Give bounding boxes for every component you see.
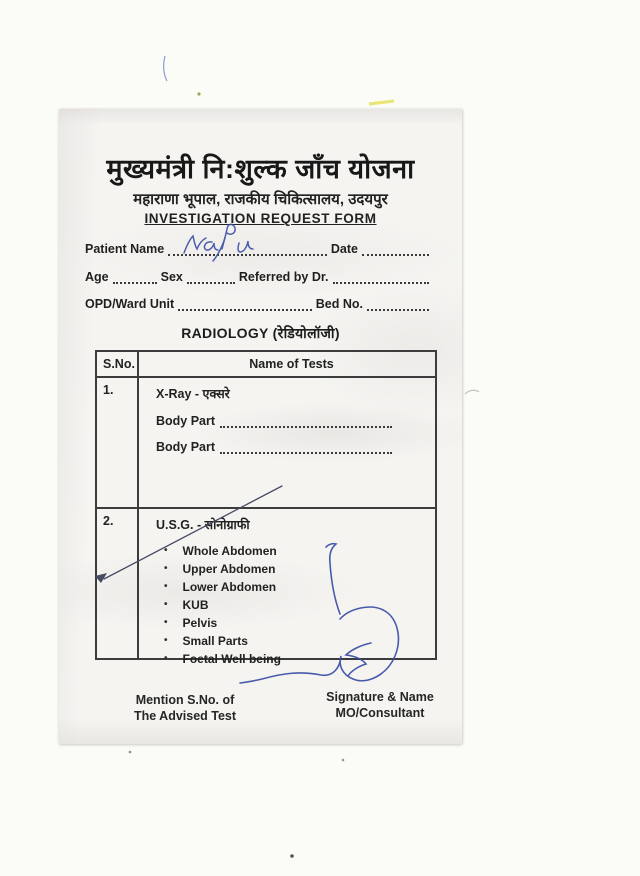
- date-label: Date: [330, 242, 358, 256]
- age-sex-row: [85, 270, 433, 284]
- usg-option-upper-abdomen: [164, 563, 427, 576]
- age-blank-line: [113, 270, 157, 284]
- tests-header-cell: Name of Tests: [249, 357, 334, 371]
- usg-option-label: Lower Abdomen: [182, 580, 277, 594]
- bullet-icon: •: [164, 581, 168, 592]
- body-part-label-1: Body Part: [156, 414, 216, 428]
- advised-test-note: [115, 692, 255, 724]
- usg-test-name: U.S.G. - सोनोग्राफी: [156, 518, 250, 532]
- table-row-usg: [97, 509, 435, 666]
- body-part-blank-line-2: [220, 440, 392, 454]
- opd-ward-blank-line: [178, 297, 312, 311]
- ink-speck: [197, 92, 200, 95]
- usg-option-label: Small Parts: [182, 634, 248, 648]
- body-part-row-2: [156, 440, 396, 454]
- bed-no-label: Bed No.: [315, 297, 363, 311]
- tests-table: [95, 350, 437, 666]
- signature-note-line2: MO/Consultant: [335, 706, 425, 720]
- usg-tests-cell: [139, 509, 435, 666]
- xray-test-name: X-Ray - एक्सरे: [156, 387, 230, 401]
- hospital-subtitle: महाराणा भूपाल, राजकीय चिकित्सालय, उदयपुर: [133, 191, 388, 208]
- opd-ward-label: OPD/Ward Unit: [85, 297, 175, 311]
- sex-blank-line: [187, 270, 235, 284]
- usg-option-foetal-well-being: [164, 653, 427, 666]
- yellow-edge-streak: [369, 101, 394, 104]
- body-part-label-2: Body Part: [156, 440, 216, 454]
- scheme-title: मुख्यमंत्री नि:शुल्क जाँच योजना: [106, 154, 415, 184]
- patient-name-blank-line: [168, 242, 327, 256]
- usg-option-pelvis: [164, 617, 427, 630]
- body-part-blank-line-1: [220, 414, 392, 428]
- patient-name-row: [85, 242, 433, 256]
- advised-test-note-line2: The Advised Test: [133, 709, 237, 723]
- ink-speck: [342, 759, 345, 762]
- xray-sno-cell: 1.: [97, 378, 139, 507]
- table-header-row: [97, 352, 435, 378]
- faint-gray-curl: [465, 390, 479, 394]
- signature-note: [300, 689, 460, 721]
- age-label: Age: [85, 270, 109, 284]
- usg-option-lower-abdomen: [164, 581, 427, 594]
- form-title: INVESTIGATION REQUEST FORM: [144, 211, 377, 226]
- usg-option-label: Foetal Well being: [182, 652, 281, 666]
- patient-name-label: Patient Name: [85, 242, 165, 256]
- usg-sno-cell: 2.: [97, 509, 139, 658]
- bed-no-blank-line: [367, 297, 429, 311]
- usg-option-label: Upper Abdomen: [182, 562, 276, 576]
- usg-option-kub: [164, 599, 427, 612]
- ink-speck: [290, 854, 294, 858]
- section-heading: RADIOLOGY (रेडियोलॉजी): [181, 325, 340, 341]
- paper-form: [59, 109, 462, 744]
- sno-header-cell: S.No.: [97, 352, 139, 376]
- bullet-icon: •: [164, 635, 168, 646]
- body-part-row-1: [156, 414, 396, 428]
- usg-option-label: Pelvis: [182, 616, 218, 630]
- date-blank-line: [362, 242, 429, 256]
- table-row-xray: [97, 378, 435, 509]
- usg-option-label: Whole Abdomen: [182, 544, 277, 558]
- bullet-icon: •: [164, 599, 168, 610]
- bullet-icon: •: [164, 617, 168, 628]
- referred-by-label: Referred by Dr.: [238, 270, 329, 284]
- signature-note-line1: Signature & Name: [326, 690, 434, 704]
- sex-label: Sex: [160, 270, 183, 284]
- xray-tests-cell: [139, 378, 435, 507]
- opd-ward-row: [85, 297, 433, 311]
- bullet-icon: •: [164, 545, 168, 556]
- ink-speck: [129, 751, 132, 754]
- usg-option-whole-abdomen: [164, 545, 427, 558]
- advised-test-note-line1: Mention S.No. of: [135, 693, 235, 707]
- bullet-icon: •: [164, 653, 168, 664]
- bullet-icon: •: [164, 563, 168, 574]
- referred-by-blank-line: [333, 270, 430, 284]
- usg-option-small-parts: [164, 635, 427, 648]
- usg-option-label: KUB: [182, 598, 209, 612]
- stray-blue-mark: [164, 56, 167, 81]
